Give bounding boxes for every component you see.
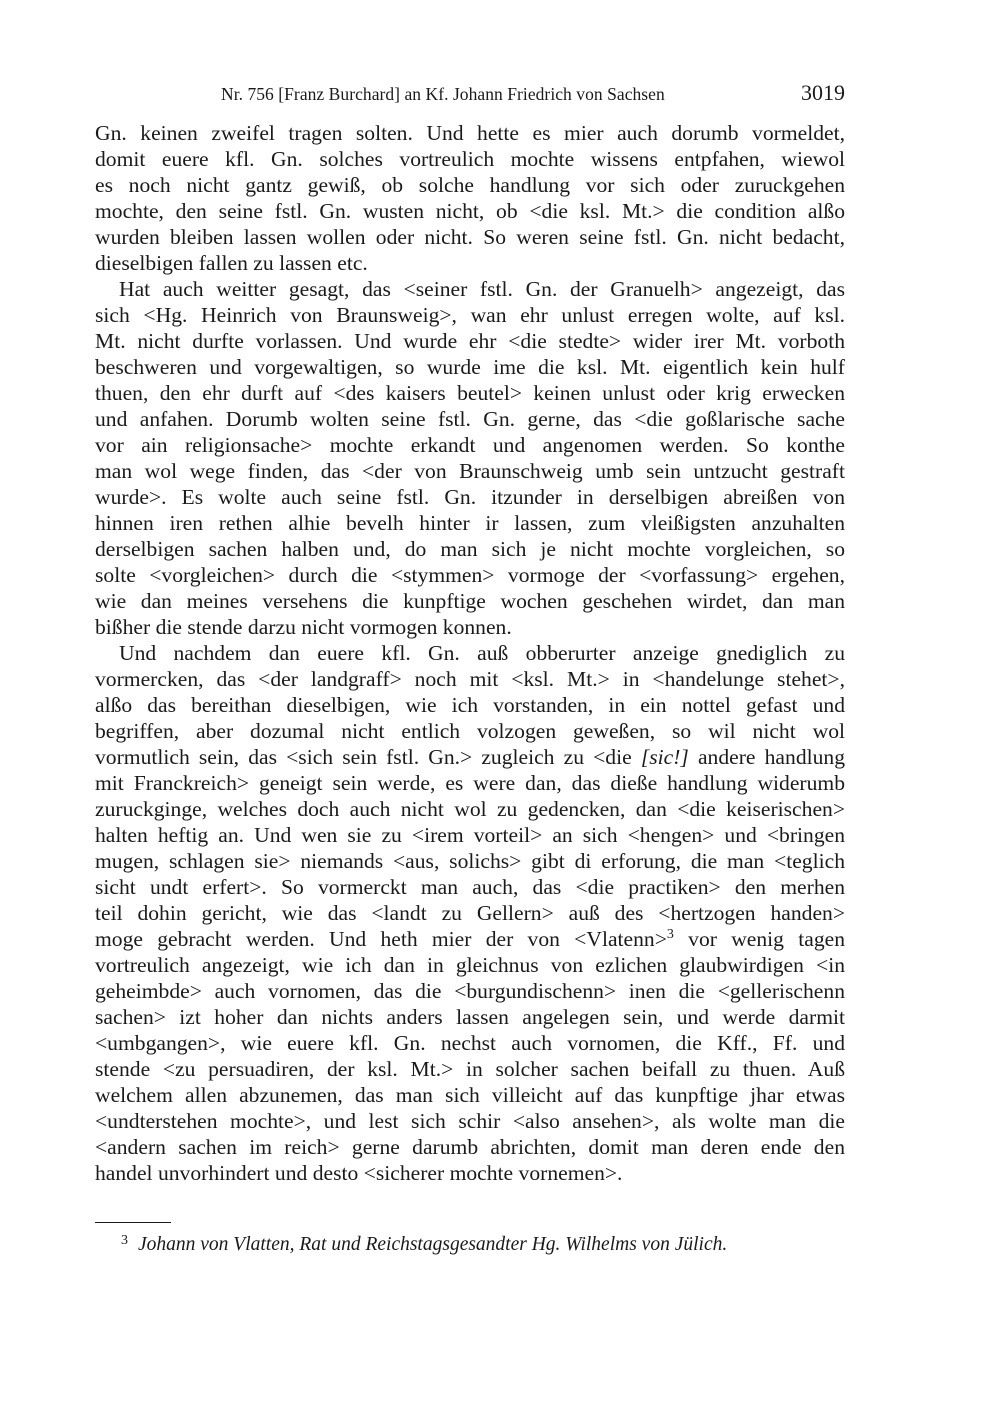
page-header: [95, 82, 845, 108]
text-line: Mt. nicht durfte vorlassen. Und wurde ehr <die stedte> wider irer Mt. vorboth: [95, 329, 845, 353]
page-number: 3019: [801, 80, 845, 105]
text-line: zuruckginge, welches doch auch nicht wol zu gedencken, dan <die keiserischen>: [95, 797, 845, 821]
text-line: dieselbigen fallen zu lassen etc.: [95, 251, 368, 275]
text-line: begriffen, aber dozumal nicht entlich volzogen geweßen, so wil nicht wol: [95, 719, 845, 743]
text-line-part: vor wenig tagen: [688, 927, 845, 951]
footnote: [121, 1228, 841, 1258]
text-line: sich <Hg. Heinrich von Braunsweig>, wan ehr unlust erregen wolte, auf ksl.: [95, 303, 845, 327]
text-line: vormercken, das <der landgraff> noch mit <ksl. Mt.> in <handelunge stehet>,: [95, 667, 845, 691]
text-line: thuen, den ehr durft auf <des kaisers beutel> keinen unlust oder krig erwecken: [95, 381, 845, 405]
text-line: geheimbde> auch vornomen, das die <burgundischenn> inen die <gellerischenn: [95, 979, 845, 1003]
text-line: <andern sachen im reich> gerne darumb abrichten, domit man deren ende den: [95, 1135, 845, 1159]
text-line-part: vormutlich sein, das <sich sein fstl. Gn.> zugleich zu <die: [95, 745, 632, 769]
text-line: mugen, schlagen sie> niemands <aus, solichs> gibt di erforung, die man <teglich: [95, 849, 845, 873]
footnote-ref[interactable]: 3: [666, 927, 674, 942]
text-line: welchem allen abzunemen, das man sich villeicht auf das kunpftige jhar etwas: [95, 1083, 845, 1107]
text-line: mochte, den seine fstl. Gn. wusten nicht, ob <die ksl. Mt.> die condition alßo: [95, 199, 845, 223]
text-line: hinnen iren rethen alhie bevelh hinter ir lassen, zum vleißigsten anzuhalten: [95, 511, 845, 535]
text-line: Und nachdem dan euere kfl. Gn. auß obberurter anzeige gnediglich zu: [119, 641, 845, 665]
text-line: vortreulich angezeigt, wie ich dan in gleichnus von ezlichen glaubwirdigen <in: [95, 953, 845, 977]
text-line: wurde>. Es wolte auch seine fstl. Gn. itzunder in derselbigen abreißen von: [95, 485, 845, 509]
text-line: teil dohin gericht, wie das <landt zu Gellern> auß des <hertzogen handen>: [95, 901, 845, 925]
text-line: mit Franckreich> geneigt sein werde, es were dan, das dieße handlung widerumb: [95, 771, 845, 795]
text-line: solte <vorgleichen> durch die <stymmen> vormoge der <vorfassung> ergehen,: [95, 563, 845, 587]
text-line: alßo das bereithan dieselbigen, wie ich vorstanden, in ein nottel gefast und: [95, 693, 845, 717]
text-line: und anfahen. Dorumb wolten seine fstl. Gn. gerne, das <die goßlarische sache: [95, 407, 845, 431]
text-line: handel unvorhindert und desto <sicherer mochte vornemen>.: [95, 1161, 623, 1185]
footnote-number: 3: [121, 1233, 128, 1248]
text-line: derselbigen sachen halben und, do man sich je nicht mochte vorgleichen, so: [95, 537, 845, 561]
text-line: sicht undt erfert>. So vormerckt man auch, das <die practiken> den merhen: [95, 875, 845, 899]
text-line: sachen> izt hoher dan nichts anders lassen angelegen sein, und werde darmit: [95, 1005, 845, 1029]
footnote-text: Johann von Vlatten, Rat und Reichstagsgesandter Hg. Wilhelms von Jülich.: [138, 1234, 728, 1255]
body-text: [95, 120, 845, 1186]
text-line: <umbgangen>, wie euere kfl. Gn. nechst auch vornomen, die Kff., Ff. und: [95, 1031, 845, 1055]
sic-annotation: [sic!]: [640, 745, 689, 769]
footnote-rule: [95, 1222, 171, 1223]
text-line: stende <zu persuadiren, der ksl. Mt.> in solcher sachen beifall zu thuen. Auß: [95, 1057, 845, 1081]
text-line: Gn. keinen zweifel tragen solten. Und hette es mier auch dorumb vormeldet,: [95, 121, 845, 145]
text-line: bißher die stende darzu nicht vormogen konnen.: [95, 615, 512, 639]
text-line: beschweren und vorgewaltigen, so wurde ime die ksl. Mt. eigentlich kein hulf: [95, 355, 845, 379]
running-head: Nr. 756 [Franz Burchard] an Kf. Johann Friedrich von Sachsen: [221, 84, 665, 104]
text-line-part: andere handlung: [697, 745, 846, 769]
text-line-with-footnote-ref: [95, 926, 845, 952]
text-line: es noch nicht gantz gewiß, ob solche handlung vor sich oder zuruckgehen: [95, 173, 845, 197]
text-line: domit euere kfl. Gn. solches vortreulich mochte wissens entpfahen, wiewol: [95, 147, 845, 171]
text-line: <undterstehen mochte>, und lest sich schir <also ansehen>, als wolte man die: [95, 1109, 845, 1133]
text-line: vor ain religionsache> mochte erkandt und angenomen werden. So konthe: [95, 433, 845, 457]
text-line: man wol wege finden, das <der von Braunschweig umb sein untzucht gestraft: [95, 459, 845, 483]
text-line: halten heftig an. Und wen sie zu <irem vorteil> an sich <hengen> und <bringen: [95, 823, 845, 847]
text-line-with-sic: [95, 744, 845, 770]
text-line: Hat auch weitter gesagt, das <seiner fstl. Gn. der Granuelh> angezeigt, das: [119, 277, 845, 301]
text-line-part: moge gebracht werden. Und heth mier der von <Vlatenn>: [95, 927, 667, 951]
text-line: wie dan meines versehens die kunpftige wochen geschehen wirdet, dan man: [95, 589, 845, 613]
text-line: wurden bleiben lassen wollen oder nicht. So weren seine fstl. Gn. nicht bedacht,: [95, 225, 845, 249]
